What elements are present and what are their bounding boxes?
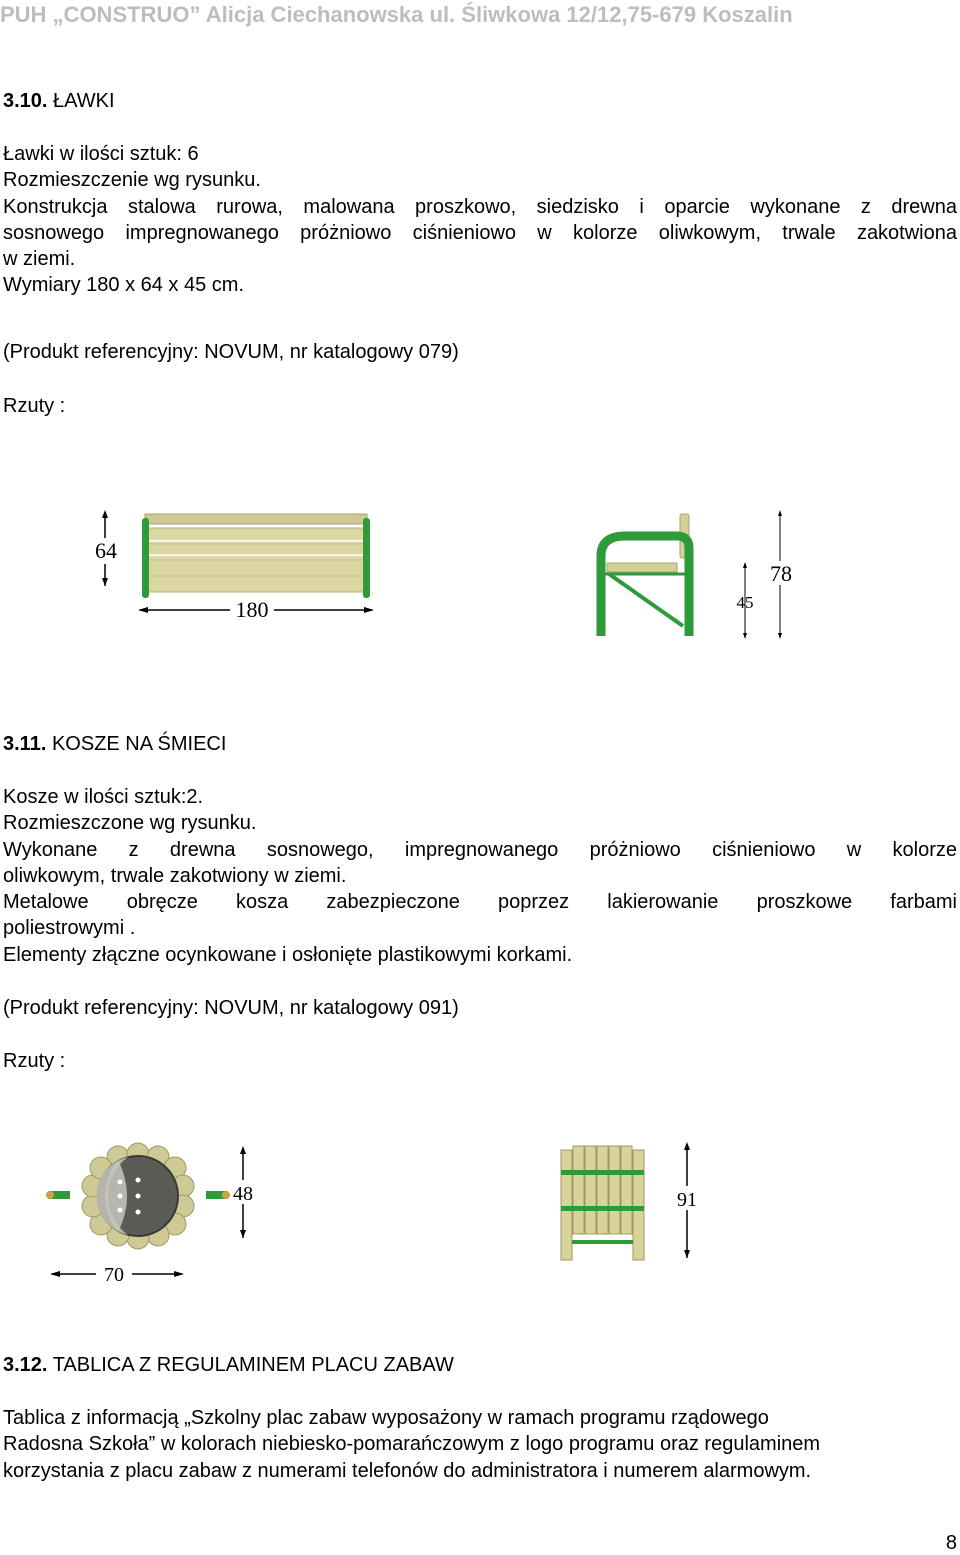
bench-seat-height-label: 45 [736, 593, 754, 612]
reference-product: (Produkt referencyjny: NOVUM, nr katalogowy 091) [3, 997, 459, 1019]
paragraph-line: sosnowego impregnowanego próżniowo ciśnieniowo w kolorze oliwkowym, trwale zakotwiona [3, 222, 957, 244]
views-label: Rzuty : [3, 395, 66, 417]
paragraph-line: Rozmieszczone wg rysunku. [3, 812, 257, 834]
section-number: 3.11. [3, 733, 47, 755]
paragraph-line: poliestrowymi . [3, 917, 136, 939]
bin-top-view-drawing [40, 1140, 270, 1290]
views-label: Rzuty : [3, 1050, 66, 1072]
paragraph-line: Radosna Szkoła” w kolorach niebiesko-pomarańczowym z logo programu oraz regulaminem [3, 1433, 821, 1455]
section-heading-benches [3, 88, 115, 114]
paragraph-line: Kosze w ilości sztuk:2. [3, 786, 204, 808]
page-number: 8 [945, 1532, 957, 1554]
paragraph-line: Tablica z informacją „Szkolny plac zabaw wyposażony w ramach programu rządowego [3, 1407, 769, 1429]
bench-total-height-label: 78 [770, 561, 792, 586]
bench-height-label: 64 [95, 538, 117, 563]
paragraph-line: Rozmieszczenie wg rysunku. [3, 169, 261, 191]
section-title: ŁAWKI [53, 90, 115, 112]
section-title: KOSZE NA ŚMIECI [51, 733, 227, 755]
bin-height-label: 91 [677, 1189, 697, 1211]
section-number: 3.10. [3, 90, 48, 112]
paragraph-line: Konstrukcja stalowa rurowa, malowana proszkowo, siedzisko i oparcie wykonane z drewna [3, 196, 957, 218]
bench-side-view-drawing [585, 508, 805, 643]
page-header: PUH „CONSTRUO” Alicja Ciechanowska ul. Śliwkowa 12/12,75-679 Koszalin [0, 2, 793, 27]
paragraph-line: Wykonane z drewna sosnowego, impregnowanego próżniowo ciśnieniowo w kolorze [3, 839, 957, 861]
reference-product: (Produkt referencyjny: NOVUM, nr katalogowy 079) [3, 341, 459, 363]
paragraph-line: oliwkowym, trwale zakotwiony w ziemi. [3, 865, 347, 887]
section-heading-board [3, 1352, 454, 1378]
bench-width-label: 180 [235, 597, 269, 622]
bench-front-view-drawing [90, 508, 390, 628]
paragraph-line: Elementy złączne ocynkowane i osłonięte plastikowymi korkami. [3, 944, 573, 966]
paragraph-line: Wymiary 180 x 64 x 45 cm. [3, 274, 245, 296]
bin-front-view-drawing [555, 1140, 715, 1265]
paragraph-line: korzystania z placu zabaw z numerami telefonów do administratora i numerem alarmowym. [3, 1460, 812, 1482]
bin-width-label: 70 [104, 1264, 124, 1286]
section-number: 3.12. [3, 1354, 48, 1376]
paragraph-line: w ziemi. [3, 248, 76, 270]
paragraph-line: Ławki w ilości sztuk: 6 [3, 143, 199, 165]
paragraph-line: Metalowe obręcze kosza zabezpieczone poprzez lakierowanie proszkowe farbami [3, 891, 957, 913]
section-heading-bins [3, 731, 226, 757]
section-title: TABLICA Z REGULAMINEM PLACU ZABAW [52, 1354, 454, 1376]
bin-depth-label: 48 [233, 1183, 253, 1205]
